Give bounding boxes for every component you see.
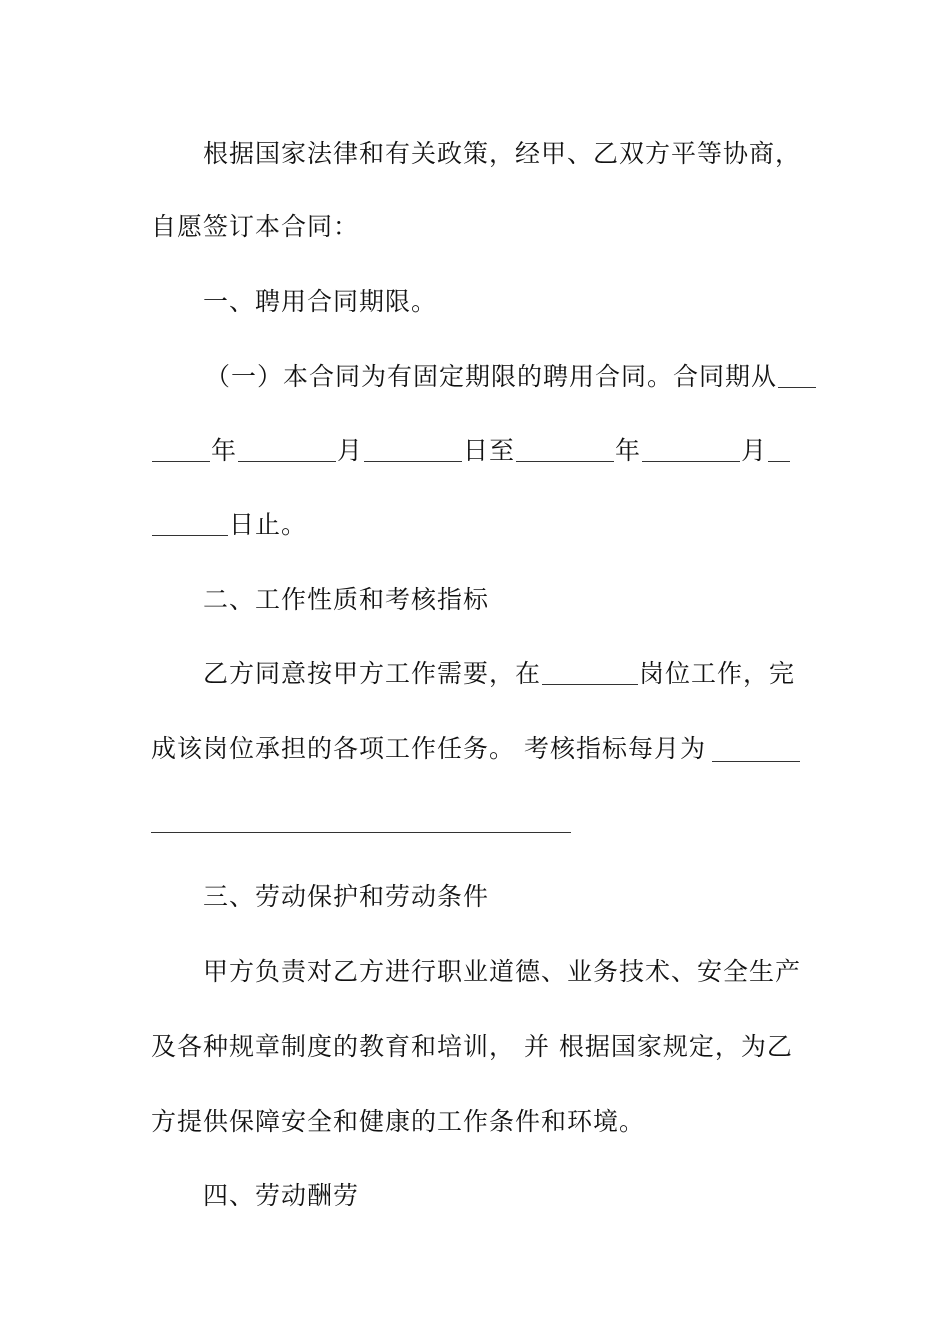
intro-line-1: 根据国家法律和有关政策，经甲、乙双方平等协商， <box>203 139 802 168</box>
section-1-heading: 一、聘用合同期限。 <box>203 287 438 316</box>
blank-field[interactable] <box>364 460 462 462</box>
section-4-heading: 四、劳动酬劳 <box>203 1181 360 1210</box>
term-year-1: 年 <box>211 436 238 465</box>
blank-field[interactable] <box>152 534 228 536</box>
work-line-2 <box>151 732 950 766</box>
intro-line-2: 自愿签订本合同： <box>151 212 360 241</box>
term-day-end: 日止。 <box>229 510 308 539</box>
term-year-2: 年 <box>615 436 642 465</box>
work-line-1-start: 乙方同意按甲方工作需要，在 <box>203 659 542 688</box>
blank-field[interactable] <box>712 761 800 762</box>
blank-field[interactable] <box>151 832 571 833</box>
term-line-1 <box>205 360 950 394</box>
blank-field[interactable] <box>238 460 336 462</box>
term-month-1: 月 <box>337 436 364 465</box>
blank-field[interactable] <box>516 460 614 462</box>
section-3-heading: 三、劳动保护和劳动条件 <box>203 882 490 911</box>
term-day-to: 日至 <box>463 436 516 465</box>
term-line-2 <box>151 434 950 468</box>
work-line-1 <box>203 657 950 691</box>
protect-line-1: 甲方负责对乙方进行职业道德、业务技术、安全生产 <box>203 957 802 986</box>
term-line-3 <box>151 508 950 542</box>
protect-line-3: 方提供保障安全和健康的工作条件和环境。 <box>151 1107 646 1136</box>
work-line-1-end: 岗位工作，完 <box>639 659 796 688</box>
blank-field[interactable] <box>768 460 790 462</box>
work-line-2-text: 成该岗位承担的各项工作任务。 考核指标每月为 <box>151 734 706 763</box>
blank-field[interactable] <box>152 460 210 462</box>
term-line-1-text: （一）本合同为有固定期限的聘用合同。合同期从 <box>205 362 778 391</box>
blank-field[interactable] <box>542 683 638 685</box>
term-month-2: 月 <box>741 436 768 465</box>
section-2-heading: 二、工作性质和考核指标 <box>203 585 490 614</box>
blank-field[interactable] <box>778 386 816 388</box>
blank-field[interactable] <box>642 460 740 462</box>
protect-line-2: 及各种规章制度的教育和培训， 并 根据国家规定，为乙 <box>151 1032 793 1061</box>
